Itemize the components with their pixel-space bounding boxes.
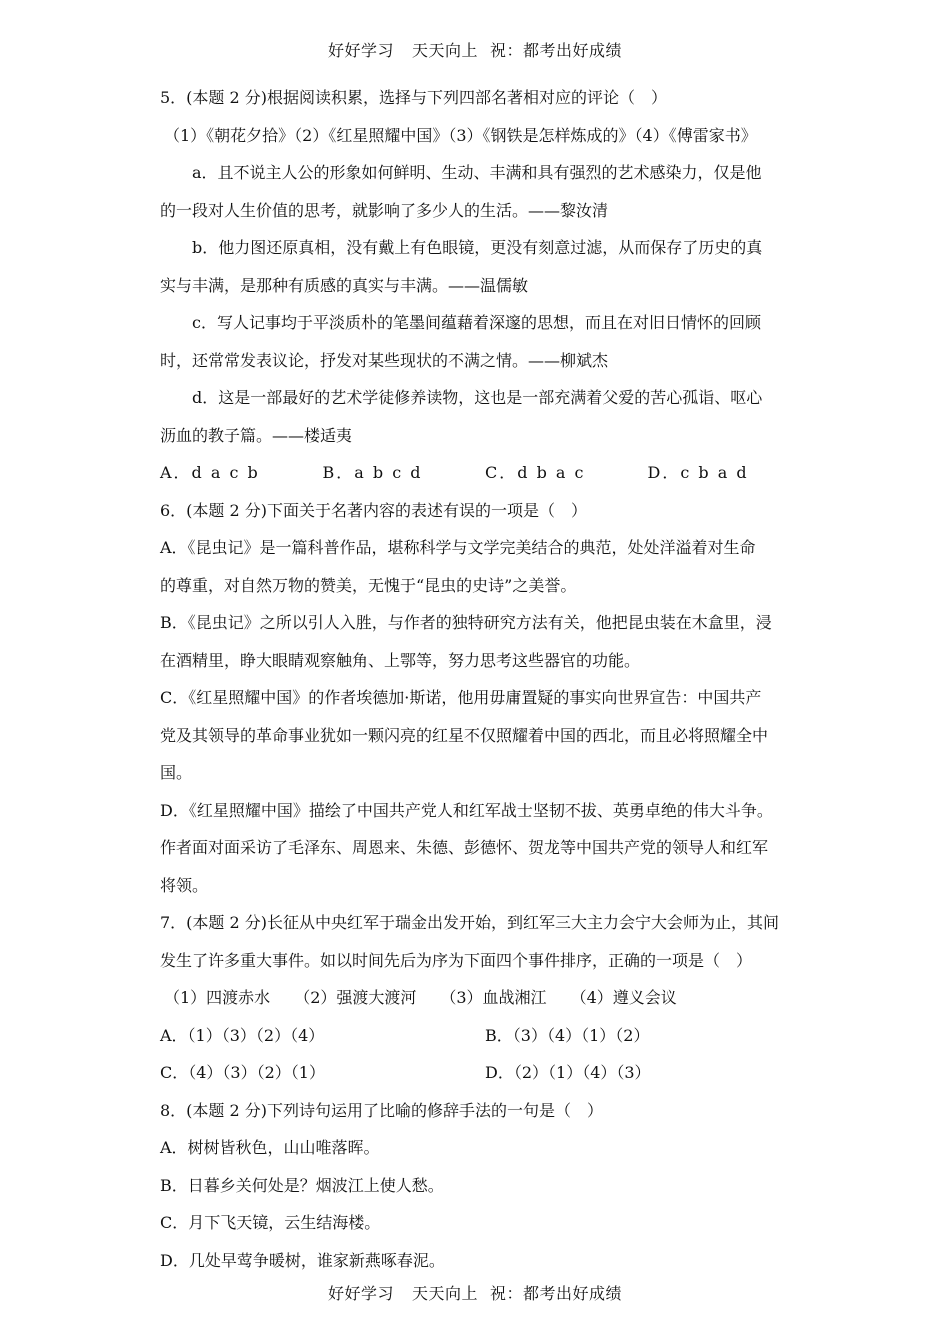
q7-event-4: （4）遵义会议 [570, 988, 677, 1007]
q6-option-d-line3: 将领。 [160, 875, 209, 895]
q7-option-b: B．（3）（4）（1）（2） [485, 1025, 650, 1045]
q7-event-2: （2）强渡大渡河 [294, 988, 417, 1007]
q7-option-d: D．（2）（1）（4）（3） [485, 1063, 651, 1082]
q6-option-d-line2: 作者面对面采访了毛泽东、周恩来、朱德、彭德怀、贺龙等中国共产党的领导人和红军 [160, 838, 769, 857]
q5-option-a: A．d a c b [160, 463, 260, 482]
q7-option-c: C．（4）（3）（2）（1） [160, 1063, 325, 1082]
q8-option-b: B．日暮乡关何处是？烟波江上使人愁。 [160, 1175, 444, 1195]
q6-option-c-line1: C．《红星照耀中国》的作者埃德加·斯诺，他用毋庸置疑的事实向世界宣告：中国共产 [160, 688, 762, 707]
q7-event-3: （3）血战湘江 [440, 988, 547, 1007]
footer-text-1: 好好学习 [327, 1284, 394, 1303]
q6-option-b-line2: 在酒精里，睁大眼睛观察触角、上鄂等，努力思考这些器官的功能。 [160, 650, 641, 670]
q5-comment-b-line1: b．他力图还原真相，没有戴上有色眼镜，更没有刻意过滤，从而保存了历史的真 [192, 238, 763, 257]
q5-comment-b-line2: 实与丰满，是那种有质感的真实与丰满。——温儒敏 [160, 275, 529, 295]
q5-comment-d-line1: d．这是一部最好的艺术学徒修养读物，这也是一部充满着父爱的苦心孤诣、呕心 [192, 388, 763, 407]
q6-option-a-line2: 的尊重，对自然万物的赞美，无愧于“昆虫的史诗”之美誉。 [160, 575, 577, 595]
q7-stem-line2: 发生了许多重大事件。如以时间先后为序为下面四个事件排序，正确的一项是（ ） [160, 950, 753, 970]
q8-option-c: C．月下飞天镜，云生结海楼。 [160, 1213, 381, 1232]
header-text-1: 好好学习 [327, 41, 394, 60]
q5-comment-a-line2: 的一段对人生价值的思考，就影响了多少人的生活。——黎汝清 [160, 200, 609, 220]
q5-comment-c-line1: c．写人记事均于平淡质朴的笔墨间蕴藉着深邃的思想，而且在对旧日情怀的回顾 [192, 313, 761, 332]
footer-text-3: 祝：都考出好成绩 [490, 1284, 623, 1303]
header-text-2: 天天向上 [411, 41, 478, 60]
q6-option-a-line1: A．《昆虫记》是一篇科普作品，堪称科学与文学完美结合的典范，处处洋溢着对生命 [160, 538, 756, 557]
q5-option-c: C．d b a c [485, 463, 586, 482]
page-header [0, 38, 950, 61]
q5-comment-d-line2: 沥血的教子篇。——楼适夷 [160, 425, 353, 445]
q7-event-1: （1）四渡赤水 [164, 988, 271, 1007]
q6-option-d-line1: D．《红星照耀中国》描绘了中国共产党人和红军战士坚韧不拔、英勇卓绝的伟大斗争。 [160, 800, 773, 820]
q7-events [160, 979, 810, 1017]
exam-content [160, 79, 810, 1279]
q7-options-row1 [160, 1017, 810, 1055]
q5-comment-a-line1: a．且不说主人公的形象如何鲜明、生动、丰满和具有强烈的艺术感染力，仅是他 [192, 163, 762, 182]
q6-stem: 6．(本题 2 分)下面关于名著内容的表述有误的一项是（ ） [160, 500, 588, 520]
q5-option-d: D．c b a d [647, 463, 749, 482]
q5-option-b: B．a b c d [322, 463, 423, 482]
q5-options [160, 454, 810, 492]
q6-option-c-line3: 国。 [160, 763, 193, 782]
q8-option-a: A．树树皆秋色，山山唯落晖。 [160, 1138, 380, 1157]
page-footer [0, 1281, 950, 1304]
q8-option-d: D．几处早莺争暖树，谁家新燕啄春泥。 [160, 1250, 445, 1270]
q7-stem-line1: 7．(本题 2 分)长征从中央红军于瑞金出发开始，到红军三大主力会宁大会师为止，其间 [160, 913, 780, 932]
q6-option-c-line2: 党及其领导的革命事业犹如一颗闪亮的红星不仅照耀着中国的西北，而且必将照耀全中 [160, 725, 769, 745]
header-text-3: 祝：都考出好成绩 [490, 41, 623, 60]
q7-options-row2 [160, 1054, 810, 1092]
q5-comment-c-line2: 时，还常常发表议论，抒发对某些现状的不满之情。——柳斌杰 [160, 350, 609, 370]
q7-option-a: A．（1）（3）（2）（4） [160, 1025, 325, 1045]
q6-option-b-line1: B．《昆虫记》之所以引人入胜，与作者的独特研究方法有关，他把昆虫装在木盒里，浸 [160, 613, 772, 632]
q8-stem: 8．(本题 2 分)下列诗句运用了比喻的修辞手法的一句是（ ） [160, 1100, 604, 1120]
footer-text-2: 天天向上 [411, 1284, 478, 1303]
q5-stem: 5．(本题 2 分)根据阅读积累，选择与下列四部名著相对应的评论（ ） [160, 88, 668, 107]
q5-books: （1）《朝花夕拾》（2）《红星照耀中国》（3）《钢铁是怎样炼成的》（4）《傅雷家书》 [164, 125, 757, 145]
